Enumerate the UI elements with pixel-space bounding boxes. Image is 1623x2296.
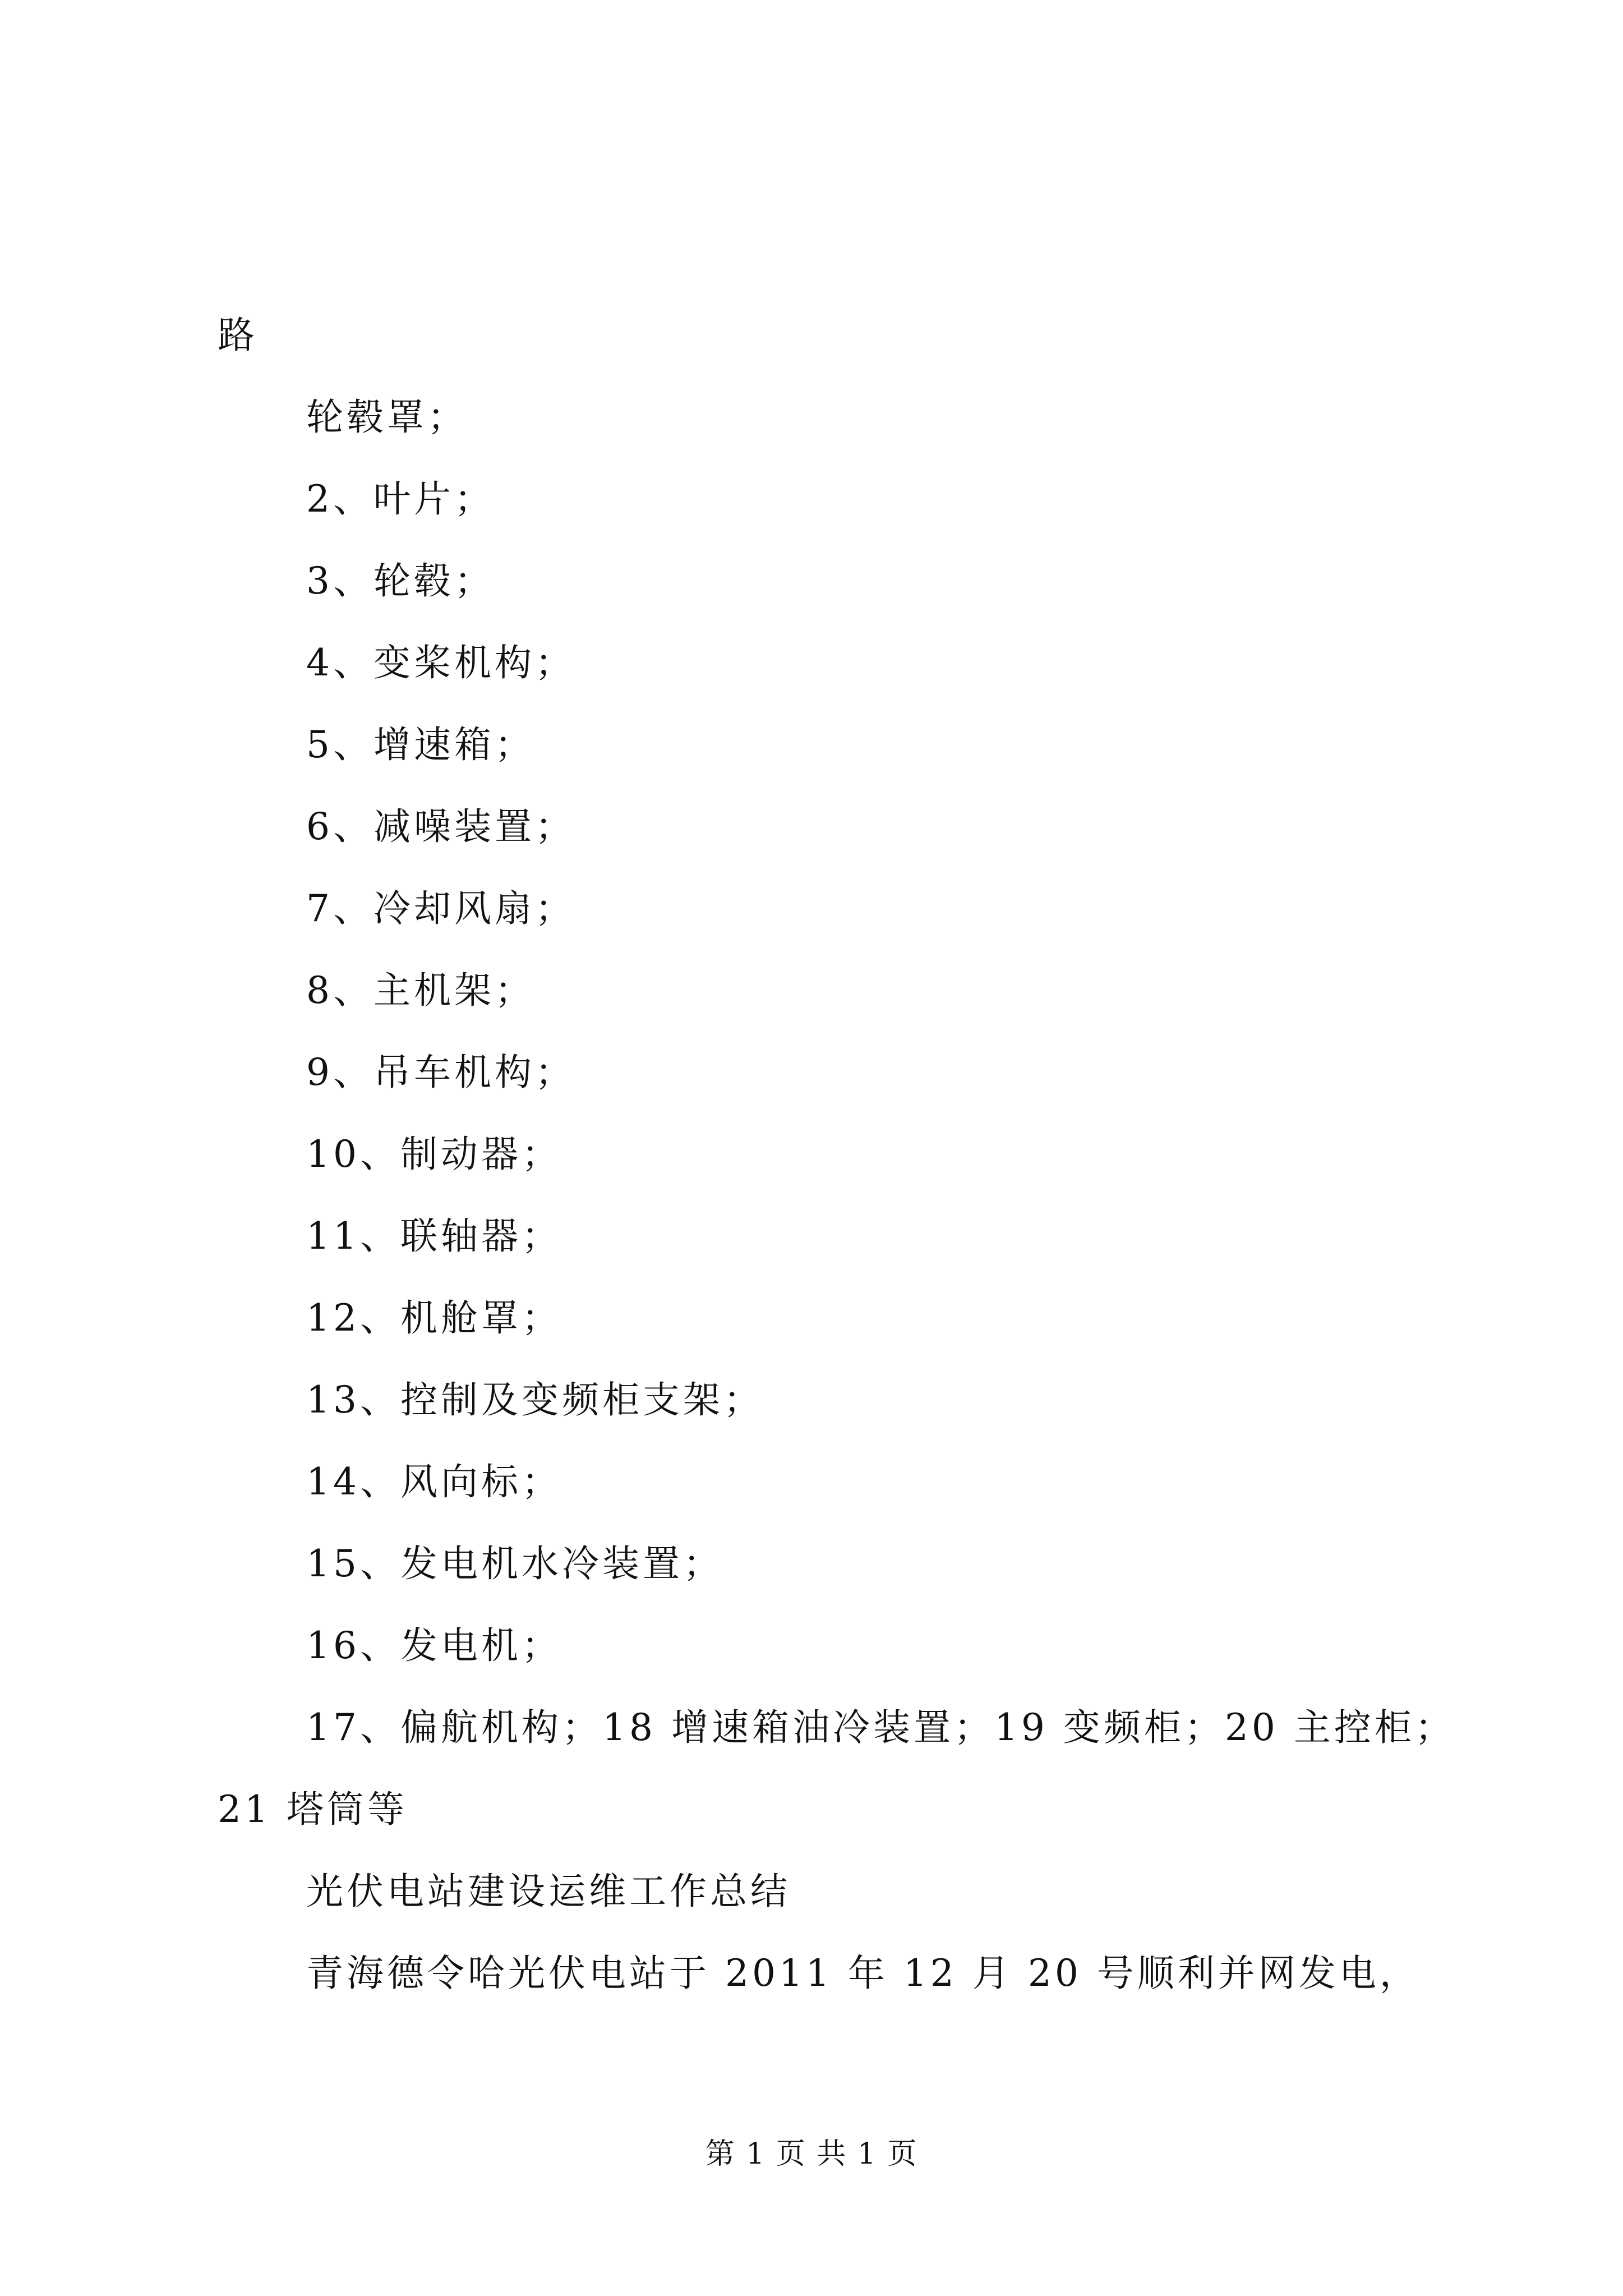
- list-item-8-frame: 8、主机架；: [306, 969, 535, 1012]
- list-item-12-nacelle: 12、机舱罩；: [306, 1296, 562, 1340]
- list-item-3-hub: 3、轮毂；: [306, 559, 495, 602]
- list-item-4-pitch: 4、变桨机构；: [306, 641, 575, 684]
- body-paragraph-line: 青海德令哈光伏电站于 2011 年 12 月 20 号顺利并网发电，: [306, 1952, 1420, 1995]
- section-heading: 光伏电站建设运维工作总结: [306, 1870, 791, 1913]
- list-item-17-to-20: 17、偏航机构；18 增速箱油冷装置；19 变频柜；20 主控柜；: [306, 1706, 1455, 1749]
- list-item-13-cabinet-frame: 13、控制及变频柜支架；: [306, 1378, 764, 1421]
- list-item-hub-cover: 轮毂罩；: [306, 395, 468, 439]
- list-item-15-water-cooling: 15、发电机水冷装置；: [306, 1542, 723, 1585]
- list-item-16-generator: 16、发电机；: [306, 1624, 562, 1667]
- page-footer: 第 1 页 共 1 页: [705, 2137, 918, 2171]
- list-item-6-noise: 6、减噪装置；: [306, 805, 575, 848]
- list-item-21-tower: 21 塔筒等: [218, 1788, 408, 1831]
- list-item-9-crane: 9、吊车机构；: [306, 1051, 575, 1094]
- text-line-top-fragment: 路: [218, 314, 258, 357]
- list-item-2-blade: 2、叶片；: [306, 477, 495, 521]
- list-item-10-brake: 10、制动器；: [306, 1133, 562, 1176]
- list-item-7-fan: 7、冷却风扇；: [306, 887, 575, 930]
- list-item-11-coupling: 11、联轴器；: [306, 1214, 562, 1258]
- list-item-5-gearbox: 5、增速箱；: [306, 723, 535, 766]
- list-item-14-vane: 14、风向标；: [306, 1460, 562, 1503]
